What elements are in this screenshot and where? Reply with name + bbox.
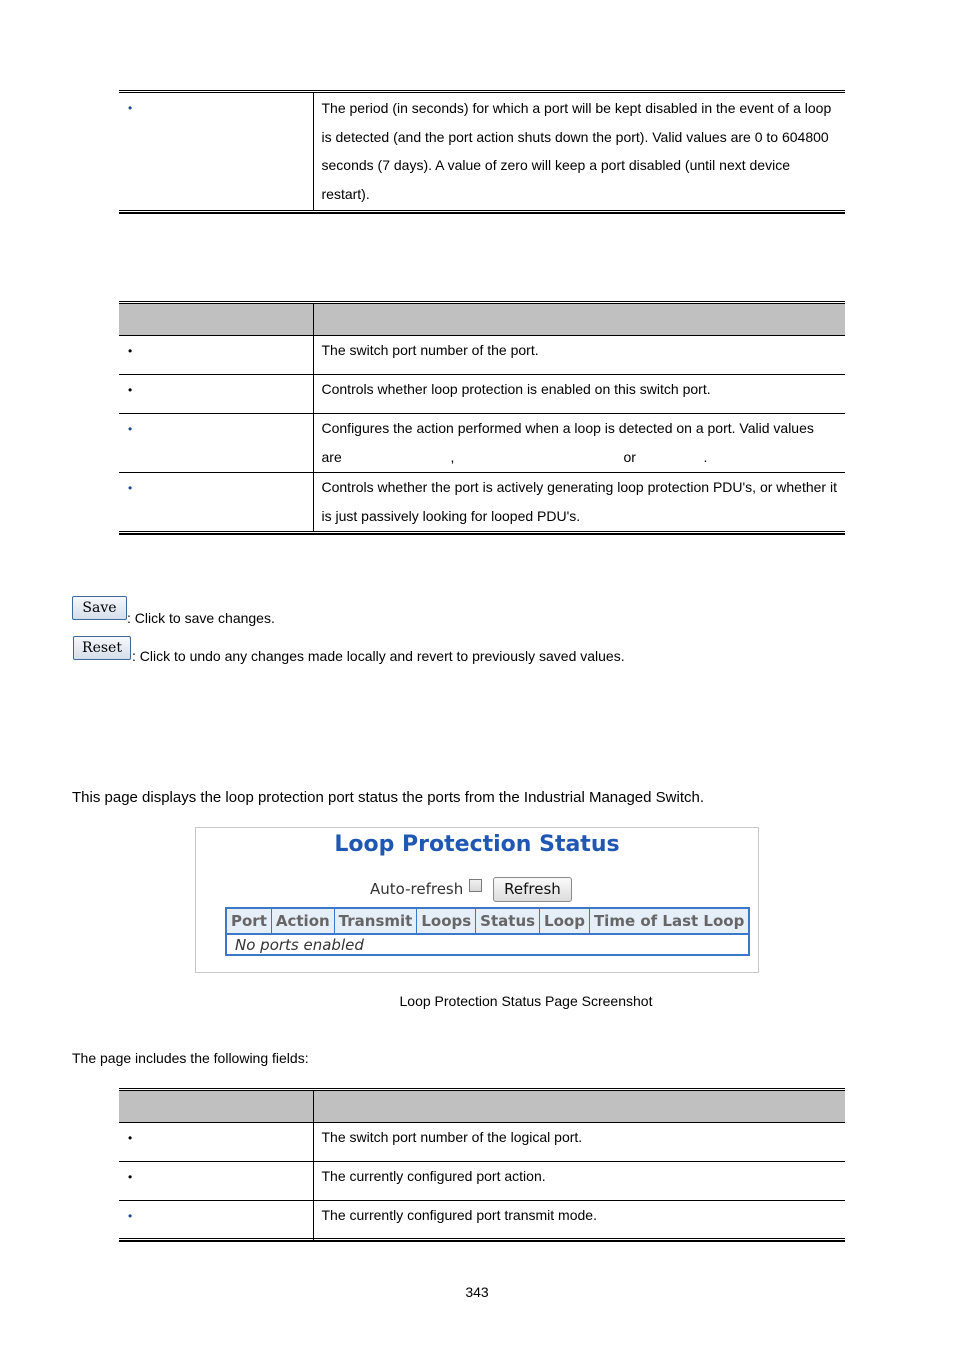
table2 (119, 304, 845, 532)
text-fragment: . (703, 449, 708, 465)
page-number: 343 (465, 1284, 489, 1300)
object-cell (119, 93, 313, 210)
status-table (225, 907, 750, 956)
bullet: • (128, 344, 133, 358)
column-header-port: Port (226, 908, 271, 934)
object-cell (119, 1162, 313, 1201)
object-cell (119, 473, 313, 533)
table-row (119, 93, 845, 210)
save-button[interactable]: Save (72, 596, 127, 620)
object-cell (119, 1123, 313, 1162)
intro-paragraph: This page displays the loop protection port status the ports from the Industrial Managed Switch. (72, 789, 705, 806)
description-cell: The switch port number of the port. (313, 336, 845, 375)
table-row (119, 414, 845, 473)
description-line: Configures the action performed when a loop is detected on a port. Valid values (321, 420, 814, 436)
description-cell: The currently configured port action. (313, 1162, 845, 1201)
table-row (119, 1123, 845, 1162)
table-header-row (119, 1091, 845, 1123)
empty-message: No ports enabled (235, 935, 364, 954)
text-fragment: or (623, 449, 636, 465)
text-fragment: , (450, 449, 455, 465)
object-cell (119, 375, 313, 414)
table3-bottom-rule (119, 1238, 845, 1242)
reset-button[interactable]: Reset (73, 636, 131, 660)
description-cell (313, 414, 845, 473)
bullet: • (128, 101, 133, 115)
table-row (119, 1201, 845, 1241)
description-cell: The currently configured port transmit mode. (321, 1207, 597, 1223)
description-cell: The switch port number of the logical port. (313, 1123, 845, 1162)
description-cell: Controls whether loop protection is enabled on this switch port. (313, 375, 845, 414)
description-cell: The period (in seconds) for which a port will be kept disabled in the event of a loop is detected (and the port action shuts down the port). Valid values are 0 to 604800 seconds (7 days). A value of zero will keep a port disabled (until next device restart). (321, 100, 832, 202)
table-row (119, 375, 845, 414)
figure-caption: Loop Protection Status Page Screenshot (399, 993, 653, 1009)
column-header-action: Action (271, 908, 334, 934)
column-header-loops: Loops (417, 908, 476, 934)
bullet: • (128, 1131, 133, 1145)
table-row (119, 473, 845, 533)
table1-bottom-rule (119, 210, 845, 214)
table-row (119, 1162, 845, 1201)
column-header-time-of-last-loop: Time of Last Loop (589, 908, 749, 934)
table2-bottom-rule (119, 531, 845, 535)
save-description: : Click to save changes. (127, 610, 275, 626)
table1 (119, 93, 845, 210)
column-header-transmit: Transmit (334, 908, 417, 934)
object-cell (119, 414, 313, 473)
table3 (119, 1091, 845, 1240)
bullet: • (128, 1170, 133, 1184)
loop-protection-status-screenshot (195, 827, 759, 973)
description-line (322, 443, 838, 472)
description-cell: Controls whether the port is actively generating loop protection PDU's, or whether it is just passively looking for looped PDU's. (321, 479, 837, 524)
text-fragment: are (321, 449, 342, 465)
bullet: • (128, 383, 133, 397)
bullet: • (128, 1209, 133, 1223)
table-row (119, 336, 845, 375)
column-header-status: Status (476, 908, 540, 934)
table-row (226, 934, 749, 955)
fields-intro: The page includes the following fields: (72, 1050, 309, 1066)
table-header-row (119, 304, 845, 336)
screenshot-title: Loop Protection Status (334, 832, 620, 857)
auto-refresh-checkbox[interactable] (469, 879, 482, 892)
refresh-button[interactable]: Refresh (493, 877, 572, 902)
reset-description: : Click to undo any changes made locally and revert to previously saved values. (132, 648, 625, 664)
auto-refresh-label: Auto-refresh (370, 880, 464, 898)
bullet: • (128, 481, 133, 495)
column-header-loop: Loop (540, 908, 590, 934)
status-table-header (226, 908, 749, 934)
object-cell (119, 1201, 313, 1241)
bullet: • (128, 422, 133, 436)
object-cell (119, 336, 313, 375)
